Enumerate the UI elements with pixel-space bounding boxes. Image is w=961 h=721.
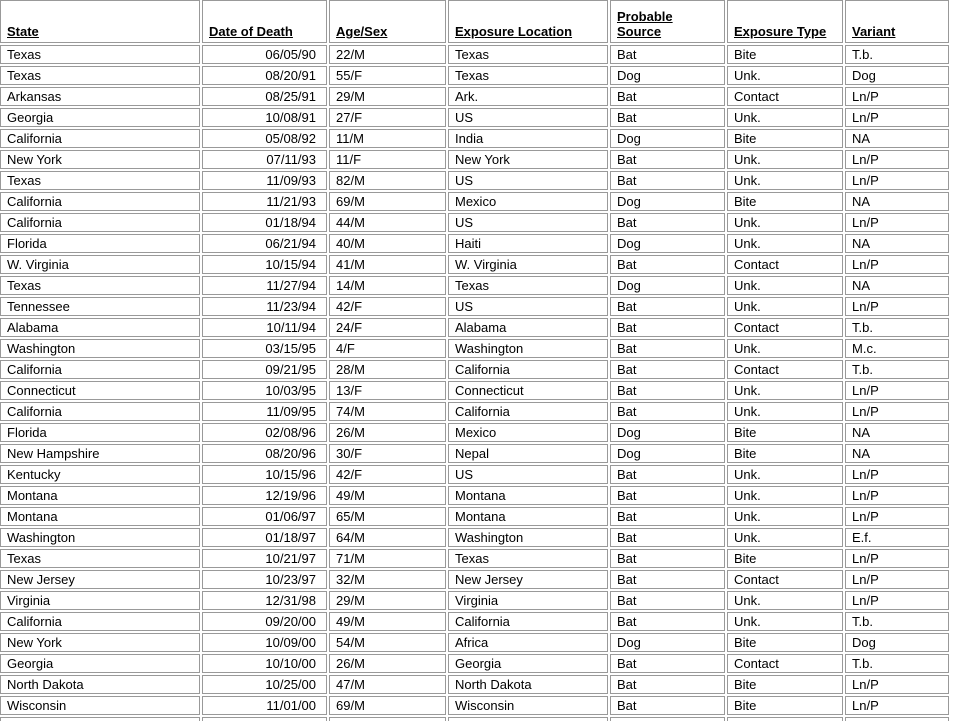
cell-date_of_death: 10/10/00 [202,654,327,673]
cell-age_sex: 26/M [329,423,446,442]
cell-probable_source: Dog [610,66,725,85]
cell-exposure_type: Unk. [727,591,843,610]
cell-variant: Ln/P [845,465,949,484]
table-row [0,129,949,148]
cell-exposure_location: India [448,129,608,148]
cell-age_sex: 27/F [329,108,446,127]
column-header-label: Exposure Type [734,24,827,39]
cell-state: California [0,402,200,421]
cell-variant: Ln/P [845,150,949,169]
cell-exposure_location: Montana [448,507,608,526]
cell-exposure_location: Washington [448,528,608,547]
cell-probable_source: Bat [610,339,725,358]
column-header-label: Exposure Location [455,24,573,39]
cell-date_of_death: 07/11/93 [202,150,327,169]
cell-variant: NA [845,444,949,463]
table-header-row [0,0,949,43]
cell-probable_source: Bat [610,87,725,106]
cell-variant: M.c. [845,339,949,358]
cell-exposure_type: Unk. [727,297,843,316]
cell-probable_source: Bat [610,360,725,379]
cell-exposure_type: Unk. [727,528,843,547]
cell-variant: NA [845,276,949,295]
table-row [0,234,949,253]
cell-age_sex: 82/M [329,171,446,190]
cell-exposure_type: Unk. [727,381,843,400]
cell-variant: Dog [845,66,949,85]
table-row [0,570,949,589]
cell-probable_source: Bat [610,381,725,400]
cell-date_of_death: 10/15/94 [202,255,327,274]
cell-date_of_death: 10/25/00 [202,675,327,694]
cell-probable_source: Bat [610,654,725,673]
cell-state: California [0,129,200,148]
cell-exposure_location: W. Virginia [448,255,608,274]
cell-exposure_location: North Dakota [448,675,608,694]
cell-date_of_death: 11/21/93 [202,192,327,211]
cell-exposure_location: Georgia [448,654,608,673]
cell-date_of_death: 11/23/94 [202,297,327,316]
cell-exposure_location: Mexico [448,192,608,211]
cell-exposure_type: Bite [727,444,843,463]
cell-probable_source: Bat [610,570,725,589]
cell-exposure_location: Texas [448,549,608,568]
table-row [0,318,949,337]
column-header-label: Date of Death [209,24,293,39]
cell-exposure_type: Unk. [727,465,843,484]
cell-exposure_location: Africa [448,633,608,652]
cell-age_sex: 49/M [329,612,446,631]
table-row [0,633,949,652]
table-row [0,528,949,547]
cutoff-row-cell [727,717,843,721]
cell-age_sex: 24/F [329,318,446,337]
cell-date_of_death: 09/20/00 [202,612,327,631]
cell-age_sex: 74/M [329,402,446,421]
cell-variant: Ln/P [845,402,949,421]
cell-date_of_death: 10/21/97 [202,549,327,568]
table-row [0,654,949,673]
cell-exposure_type: Unk. [727,108,843,127]
cell-age_sex: 42/F [329,465,446,484]
cell-age_sex: 29/M [329,87,446,106]
cell-probable_source: Bat [610,675,725,694]
cell-date_of_death: 01/18/94 [202,213,327,232]
cell-exposure_type: Unk. [727,339,843,358]
cell-age_sex: 55/F [329,66,446,85]
cell-state: California [0,612,200,631]
cell-exposure_location: US [448,171,608,190]
cell-variant: Ln/P [845,696,949,715]
cell-variant: NA [845,129,949,148]
cell-probable_source: Dog [610,276,725,295]
cell-probable_source: Dog [610,444,725,463]
cell-state: New York [0,150,200,169]
cell-exposure_type: Contact [727,318,843,337]
cell-age_sex: 41/M [329,255,446,274]
cell-age_sex: 40/M [329,234,446,253]
cell-age_sex: 28/M [329,360,446,379]
cell-exposure_location: California [448,402,608,421]
column-header-label: Age/Sex [336,24,388,39]
cell-variant: NA [845,423,949,442]
cell-exposure_location: US [448,213,608,232]
cell-probable_source: Bat [610,171,725,190]
cell-variant: T.b. [845,318,949,337]
cell-age_sex: 32/M [329,570,446,589]
cell-exposure_location: Alabama [448,318,608,337]
cell-exposure_location: Ark. [448,87,608,106]
cell-age_sex: 11/M [329,129,446,148]
cell-state: Texas [0,66,200,85]
cell-age_sex: 13/F [329,381,446,400]
cell-variant: Ln/P [845,570,949,589]
table-row [0,150,949,169]
cell-age_sex: 69/M [329,192,446,211]
cell-exposure_location: Texas [448,45,608,64]
cell-state: New Jersey [0,570,200,589]
cell-state: Texas [0,45,200,64]
cell-probable_source: Bat [610,507,725,526]
cell-date_of_death: 06/21/94 [202,234,327,253]
cell-variant: Ln/P [845,297,949,316]
table-row [0,255,949,274]
cell-state: North Dakota [0,675,200,694]
cell-age_sex: 14/M [329,276,446,295]
cell-exposure_location: Haiti [448,234,608,253]
cell-state: Montana [0,507,200,526]
table-row [0,276,949,295]
cell-age_sex: 69/M [329,696,446,715]
cell-variant: Ln/P [845,171,949,190]
cutoff-row-cell [448,717,608,721]
table-row [0,549,949,568]
cell-variant: Ln/P [845,549,949,568]
column-header-label: State [7,24,39,39]
cell-exposure_type: Unk. [727,234,843,253]
cell-exposure_location: New Jersey [448,570,608,589]
cell-date_of_death: 10/11/94 [202,318,327,337]
cell-state: California [0,192,200,211]
cell-exposure_type: Bite [727,675,843,694]
cell-exposure_location: Texas [448,66,608,85]
column-header-state [0,0,200,43]
cell-exposure_type: Bite [727,423,843,442]
cell-exposure_location: US [448,465,608,484]
cell-variant: Ln/P [845,591,949,610]
cell-age_sex: 30/F [329,444,446,463]
column-header-exposure_location [448,0,608,43]
cell-date_of_death: 10/03/95 [202,381,327,400]
cell-exposure_type: Contact [727,360,843,379]
cutoff-row-cell [202,717,327,721]
cell-probable_source: Bat [610,255,725,274]
cell-state: Florida [0,423,200,442]
cell-state: Georgia [0,108,200,127]
cell-exposure_type: Unk. [727,171,843,190]
table-row [0,486,949,505]
cell-age_sex: 29/M [329,591,446,610]
cell-state: New Hampshire [0,444,200,463]
cell-state: Arkansas [0,87,200,106]
cell-state: Alabama [0,318,200,337]
cell-exposure_type: Unk. [727,276,843,295]
cell-exposure_type: Bite [727,696,843,715]
cell-state: W. Virginia [0,255,200,274]
cell-probable_source: Bat [610,108,725,127]
cell-date_of_death: 12/19/96 [202,486,327,505]
cell-exposure_location: New York [448,150,608,169]
table-row [0,171,949,190]
cell-state: California [0,360,200,379]
column-header-exposure_type [727,0,843,43]
cell-state: Connecticut [0,381,200,400]
cell-probable_source: Bat [610,297,725,316]
cell-date_of_death: 10/23/97 [202,570,327,589]
cell-variant: NA [845,192,949,211]
cell-exposure_location: Montana [448,486,608,505]
column-header-variant [845,0,949,43]
cell-exposure_type: Bite [727,633,843,652]
table-row [0,45,949,64]
cell-probable_source: Dog [610,234,725,253]
cell-variant: Ln/P [845,675,949,694]
cell-age_sex: 49/M [329,486,446,505]
cell-exposure_location: US [448,108,608,127]
cell-variant: T.b. [845,612,949,631]
cell-date_of_death: 11/27/94 [202,276,327,295]
cutoff-row-cell [610,717,725,721]
table-row [0,192,949,211]
column-header-label: Probable Source [617,9,673,39]
cell-date_of_death: 11/01/00 [202,696,327,715]
cell-probable_source: Bat [610,591,725,610]
cell-date_of_death: 01/06/97 [202,507,327,526]
cell-probable_source: Bat [610,150,725,169]
cell-probable_source: Bat [610,465,725,484]
cell-state: Texas [0,276,200,295]
table-row [0,297,949,316]
cell-exposure_type: Bite [727,549,843,568]
column-header-date_of_death [202,0,327,43]
cell-probable_source: Bat [610,486,725,505]
cell-date_of_death: 11/09/95 [202,402,327,421]
cutoff-row-cell [0,717,200,721]
cell-date_of_death: 08/20/91 [202,66,327,85]
table-row [0,465,949,484]
table-row [0,108,949,127]
cell-age_sex: 71/M [329,549,446,568]
cell-probable_source: Bat [610,45,725,64]
table-row [0,696,949,715]
table-row [0,66,949,85]
cell-state: Kentucky [0,465,200,484]
cell-exposure_type: Unk. [727,507,843,526]
cell-variant: Ln/P [845,255,949,274]
cell-exposure_type: Unk. [727,402,843,421]
cell-variant: T.b. [845,45,949,64]
cell-age_sex: 54/M [329,633,446,652]
cell-probable_source: Dog [610,633,725,652]
cell-exposure_type: Unk. [727,486,843,505]
cell-state: Wisconsin [0,696,200,715]
cell-exposure_type: Contact [727,255,843,274]
cell-variant: T.b. [845,360,949,379]
cell-date_of_death: 10/09/00 [202,633,327,652]
cell-state: Texas [0,549,200,568]
column-header-probable_source [610,0,725,43]
cell-date_of_death: 05/08/92 [202,129,327,148]
cell-age_sex: 26/M [329,654,446,673]
cell-exposure_location: Washington [448,339,608,358]
cell-exposure_location: Wisconsin [448,696,608,715]
cell-date_of_death: 02/08/96 [202,423,327,442]
table-row [0,507,949,526]
cell-exposure_location: Connecticut [448,381,608,400]
cell-probable_source: Bat [610,318,725,337]
cell-date_of_death: 01/18/97 [202,528,327,547]
table-row [0,339,949,358]
cell-age_sex: 64/M [329,528,446,547]
cell-exposure_location: California [448,612,608,631]
table-row [0,444,949,463]
table-row [0,612,949,631]
cell-exposure_type: Contact [727,87,843,106]
table-row [0,381,949,400]
cell-exposure_location: Virginia [448,591,608,610]
cell-probable_source: Bat [610,696,725,715]
cell-state: Georgia [0,654,200,673]
cell-state: California [0,213,200,232]
cell-age_sex: 65/M [329,507,446,526]
cell-state: New York [0,633,200,652]
cell-state: Washington [0,528,200,547]
table-row [0,402,949,421]
cell-variant: Ln/P [845,486,949,505]
cell-state: Tennessee [0,297,200,316]
cell-age_sex: 42/F [329,297,446,316]
cell-exposure_location: Texas [448,276,608,295]
column-header-label: Variant [852,24,896,39]
table-row [0,360,949,379]
table-row [0,87,949,106]
cell-state: Washington [0,339,200,358]
cell-variant: Ln/P [845,507,949,526]
cell-variant: Ln/P [845,87,949,106]
cell-date_of_death: 10/08/91 [202,108,327,127]
cell-variant: T.b. [845,654,949,673]
cell-age_sex: 22/M [329,45,446,64]
cell-date_of_death: 10/15/96 [202,465,327,484]
cell-date_of_death: 06/05/90 [202,45,327,64]
cell-date_of_death: 09/21/95 [202,360,327,379]
cell-probable_source: Bat [610,549,725,568]
cell-probable_source: Bat [610,402,725,421]
cell-variant: Ln/P [845,381,949,400]
cell-date_of_death: 12/31/98 [202,591,327,610]
cell-probable_source: Bat [610,612,725,631]
cell-exposure_type: Unk. [727,66,843,85]
cell-date_of_death: 11/09/93 [202,171,327,190]
cell-date_of_death: 08/25/91 [202,87,327,106]
cell-exposure_location: Mexico [448,423,608,442]
cell-variant: E.f. [845,528,949,547]
cell-exposure_type: Unk. [727,612,843,631]
cutoff-row-cell [329,717,446,721]
cell-exposure_type: Bite [727,45,843,64]
cell-variant: Dog [845,633,949,652]
cell-variant: Ln/P [845,108,949,127]
cell-state: Texas [0,171,200,190]
table-row [0,675,949,694]
cell-probable_source: Bat [610,213,725,232]
cell-probable_source: Dog [610,423,725,442]
cell-probable_source: Dog [610,129,725,148]
cell-state: Virginia [0,591,200,610]
cell-exposure_location: Nepal [448,444,608,463]
cell-exposure_type: Unk. [727,213,843,232]
table-row [0,423,949,442]
column-header-age_sex [329,0,446,43]
table-row [0,213,949,232]
table-row [0,591,949,610]
cell-exposure_type: Contact [727,654,843,673]
cell-variant: NA [845,234,949,253]
cell-age_sex: 47/M [329,675,446,694]
cell-exposure_type: Bite [727,129,843,148]
cell-exposure_type: Bite [727,192,843,211]
cell-age_sex: 4/F [329,339,446,358]
cell-state: Florida [0,234,200,253]
cell-state: Montana [0,486,200,505]
cell-variant: Ln/P [845,213,949,232]
cell-probable_source: Bat [610,528,725,547]
cell-date_of_death: 08/20/96 [202,444,327,463]
cell-exposure_type: Unk. [727,150,843,169]
cell-exposure_type: Contact [727,570,843,589]
cutoff-row [0,717,949,721]
cutoff-row-cell [845,717,949,721]
cell-probable_source: Dog [610,192,725,211]
cell-exposure_location: California [448,360,608,379]
cell-exposure_location: US [448,297,608,316]
cell-age_sex: 44/M [329,213,446,232]
cell-age_sex: 11/F [329,150,446,169]
cell-date_of_death: 03/15/95 [202,339,327,358]
